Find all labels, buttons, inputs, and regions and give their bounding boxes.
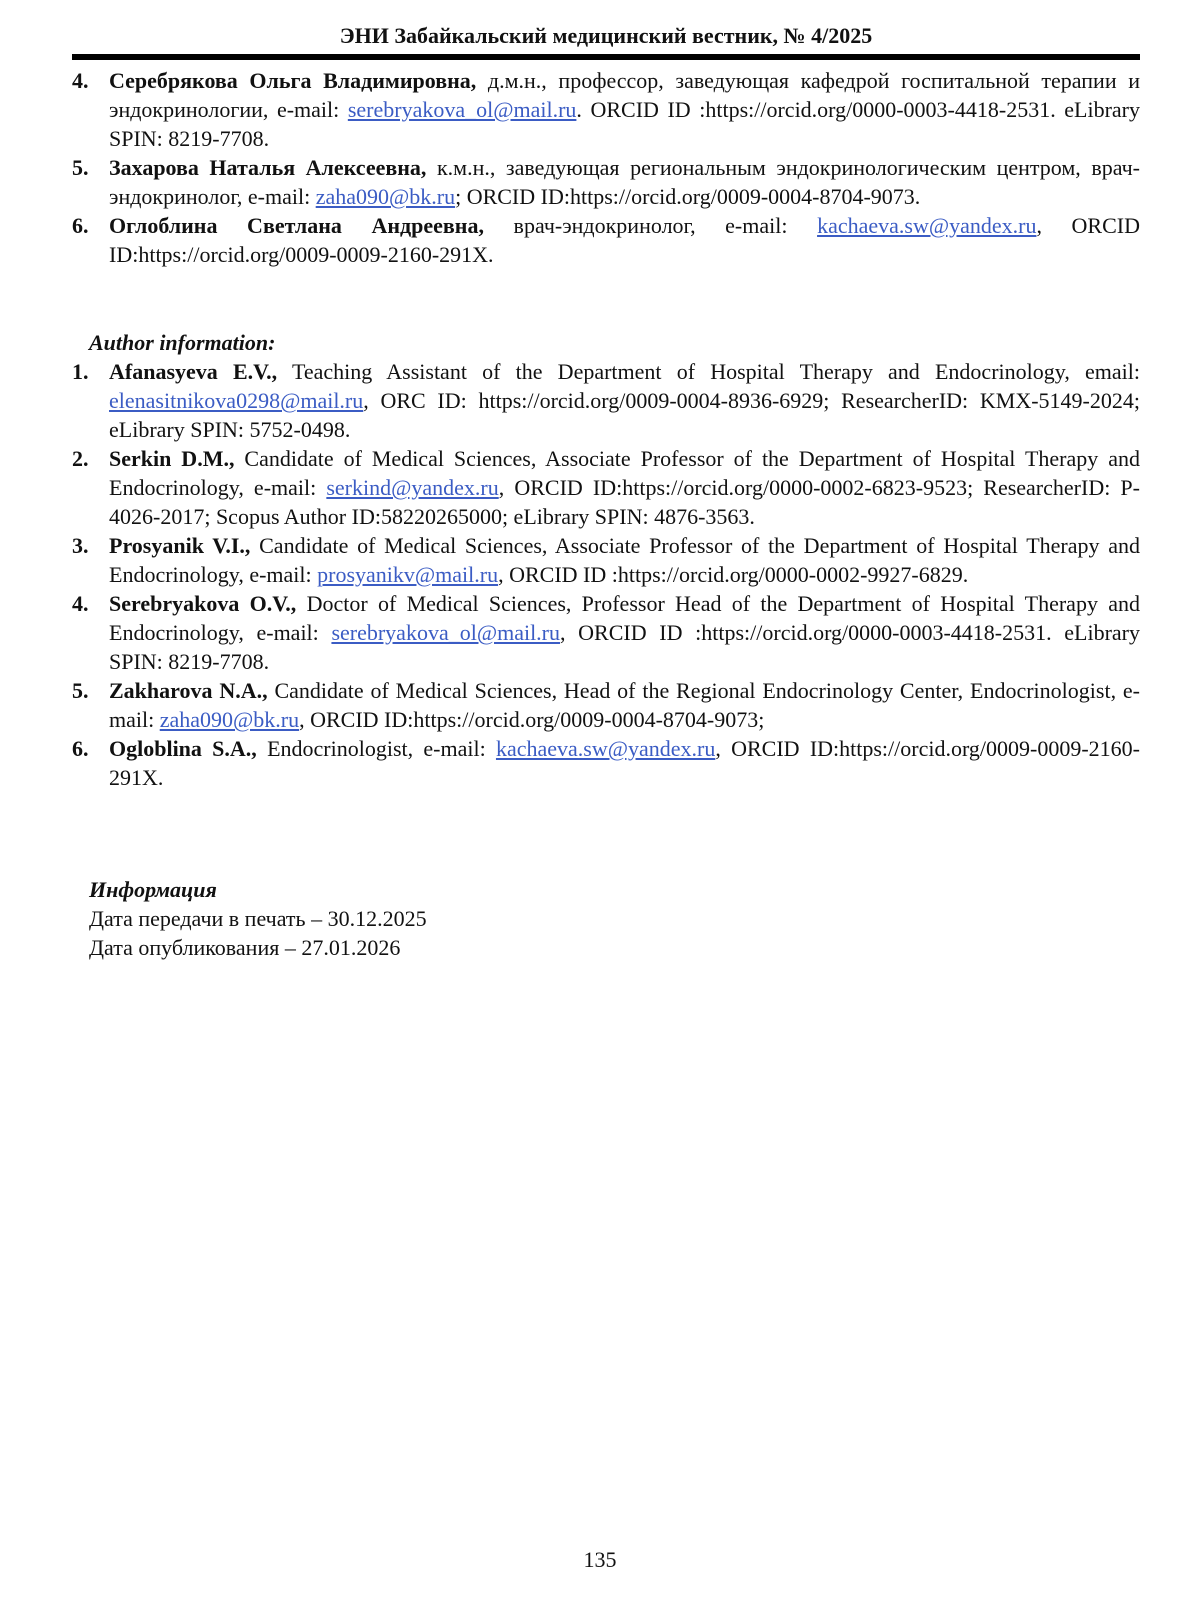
author-details: д.м.н., профессор, заведующая кафедрой госпитальной терапии и эндокринологии, e-mail: [109,68,1140,122]
author-information-heading: Author information: [89,330,276,355]
list-item [72,734,1140,792]
email-link[interactable]: prosyanikv@mail.ru [317,562,499,587]
author-name: Захарова Наталья Алексеевна, [109,155,427,180]
en-author-list [72,357,1140,792]
email-link[interactable]: zaha090@bk.ru [315,184,456,209]
email-link[interactable]: serkind@yandex.ru [326,475,499,500]
email-link[interactable]: kachaeva.sw@yandex.ru [817,213,1037,238]
publish-date: Дата опубликования – 27.01.2026 [89,935,401,960]
ru-author-list [72,66,1140,269]
item-number: 3. [72,533,89,558]
item-number: 5. [72,678,89,703]
information-heading: Информация [89,877,217,902]
author-name: Оглоблина Светлана Андреевна, [109,213,484,238]
list-item [72,676,1140,734]
item-number: 2. [72,446,89,471]
author-details-tail: . ORCID ID :https://orcid.org/0000-0003-4418-2531. eLibrary SPIN: 8219-7708. [109,97,1140,151]
author-name: Afanasyeva E.V., [109,359,278,384]
email-link[interactable]: zaha090@bk.ru [159,707,300,732]
author-details-tail: , ORCID ID :https://orcid.org/0000-0002-9927-6829. [498,562,969,587]
author-details: Candidate of Medical Sciences, Associate Professor of the Department of Hospital Therapy and Endocrinology, e-mail: [109,446,1141,500]
author-name: Serkin D.M., [109,446,235,471]
email-link[interactable]: serebryakova_ol@mail.ru [331,620,561,645]
email-link[interactable]: kachaeva.sw@yandex.ru [495,736,716,761]
author-details: Endocrinologist, e-mail: [256,736,496,761]
author-name: Ogloblina S.A., [109,736,257,761]
list-item [72,153,1140,211]
author-name: Prosyanik V.I., [109,533,251,558]
print-date: Дата передачи в печать – 30.12.2025 [89,906,427,931]
list-item [72,589,1140,676]
list-item [72,531,1140,589]
author-details: Candidate of Medical Sciences, Associate Professor of the Department of Hospital Therapy and Endocrinology, e-mail: [109,533,1140,587]
item-number: 5. [72,155,89,180]
author-name: Zakharova N.A., [109,678,268,703]
author-details-tail: , ORCID ID:https://orcid.org/0009-0009-2160-291X. [109,736,1140,790]
author-details-tail: , ORCID ID:https://orcid.org/0009-0004-8704-9073; [299,707,765,732]
author-details: Candidate of Medical Sciences, Head of the Regional Endocrinology Center, Endocrinologist, e-mail: [109,678,1140,732]
list-item [72,444,1140,531]
item-number: 6. [72,213,89,238]
email-link[interactable]: elenasitnikova0298@mail.ru [109,388,364,413]
list-item [72,211,1140,269]
header-rule [72,54,1140,60]
author-details-tail: , ORCID ID:https://orcid.org/0000-0002-6823-9523; ResearcherID: P-4026-2017; Scopus Author ID:58220265000; eLibrary SPIN: 4876-3563. [109,475,1140,529]
page-number: 135 [583,1547,617,1572]
author-details-tail: ; ORCID ID:https://orcid.org/0009-0004-8704-9073. [455,184,921,209]
author-details: Teaching Assistant of the Department of Hospital Therapy and Endocrinology, email: [277,359,1140,384]
author-details: врач-эндокринолог, e-mail: [483,213,818,238]
author-name: Серебрякова Ольга Владимировна, [109,68,477,93]
journal-header: ЭНИ Забайкальский медицинский вестник, № 4/2025 [339,23,873,48]
author-details-tail: , ORC ID: https://orcid.org/0009-0004-8936-6929; ResearcherID: KMX-5149-2024; eLibrary SPIN: 5752-0498. [109,388,1140,442]
item-number: 4. [72,591,89,616]
author-name: Serebryakova O.V., [109,591,297,616]
author-details-tail: , ORCID ID :https://orcid.org/0000-0003-4418-2531. eLibrary SPIN: 8219-7708. [109,620,1140,674]
list-item [72,66,1140,153]
item-number: 6. [72,736,89,761]
item-number: 4. [72,68,89,93]
author-details: Doctor of Medical Sciences, Professor Head of the Department of Hospital Therapy and Endocrinology, e-mail: [109,591,1140,645]
email-link[interactable]: serebryakova_ol@mail.ru [347,97,577,122]
author-details-tail: , ORCID ID:https://orcid.org/0009-0009-2160-291X. [109,213,1140,267]
item-number: 1. [72,359,89,384]
author-details: к.м.н., заведующая региональным эндокринологическим центром, врач-эндокринолог, e-mail: [109,155,1141,209]
list-item [72,357,1140,444]
